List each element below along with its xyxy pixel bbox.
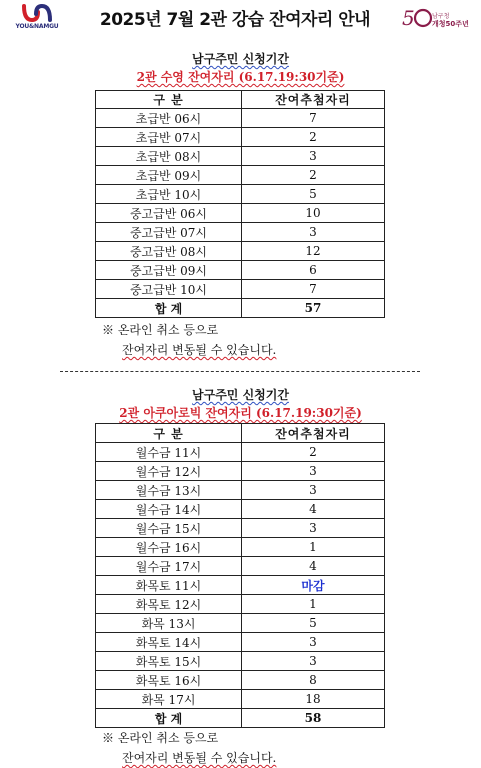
class-time-cell: 화목토 14시 — [96, 633, 242, 652]
table-row — [96, 242, 385, 261]
class-time-cell: 월수금 11시 — [96, 443, 242, 462]
table-row — [96, 671, 385, 690]
table-row — [96, 538, 385, 557]
total-value: 57 — [242, 299, 385, 318]
remaining-count-cell: 2 — [242, 166, 385, 185]
class-time-cell: 화목토 12시 — [96, 595, 242, 614]
table-row — [96, 109, 385, 128]
remaining-count-cell: 마감 — [242, 576, 385, 595]
remaining-count-cell: 3 — [242, 652, 385, 671]
notice-line-1: ※ 온라인 취소 등으로 — [102, 731, 219, 745]
header — [0, 0, 481, 34]
table-row — [96, 204, 385, 223]
class-time-cell: 중고급반 06시 — [96, 204, 242, 223]
class-time-cell: 화목토 16시 — [96, 671, 242, 690]
total-row — [96, 709, 385, 728]
swim-vacancy-table — [95, 90, 385, 318]
table-row — [96, 280, 385, 299]
you-namgu-logo — [8, 4, 66, 32]
remaining-count-cell: 8 — [242, 671, 385, 690]
table-row — [96, 261, 385, 280]
table-row — [96, 595, 385, 614]
remaining-count-cell: 3 — [242, 462, 385, 481]
anniversary-50-mark — [402, 6, 434, 30]
notice — [102, 320, 276, 360]
remaining-count-cell: 2 — [242, 443, 385, 462]
column-header-remaining: 잔여추첨자리 — [242, 424, 385, 443]
section-subtitle: 2관 아쿠아로빅 잔여자리 (6.17.19:30기준) — [119, 406, 362, 420]
class-time-cell: 화목 13시 — [96, 614, 242, 633]
class-time-cell: 중고급반 07시 — [96, 223, 242, 242]
class-time-cell: 월수금 13시 — [96, 481, 242, 500]
page-title: 2025년 7월 2관 강습 잔여자리 안내 — [99, 10, 371, 30]
class-time-cell: 초급반 09시 — [96, 166, 242, 185]
total-row — [96, 299, 385, 318]
section-title: 남구주민 신청기간 — [192, 388, 289, 402]
table-row — [96, 690, 385, 709]
class-time-cell: 중고급반 09시 — [96, 261, 242, 280]
table-row — [96, 633, 385, 652]
remaining-count-cell: 4 — [242, 500, 385, 519]
remaining-count-cell: 3 — [242, 519, 385, 538]
remaining-count-cell: 7 — [242, 280, 385, 299]
table-row — [96, 147, 385, 166]
class-time-cell: 초급반 10시 — [96, 185, 242, 204]
you-namgu-logo-text: YOU&NAMGU — [15, 23, 59, 30]
class-time-cell: 초급반 06시 — [96, 109, 242, 128]
table-row — [96, 223, 385, 242]
table-row — [96, 500, 385, 519]
class-time-cell: 화목토 11시 — [96, 576, 242, 595]
you-namgu-logo-mark — [22, 4, 52, 22]
section-divider — [60, 371, 420, 372]
notice-line-2: 잔여자리 변동될 수 있습니다. — [122, 343, 277, 357]
total-label: 합 계 — [96, 709, 242, 728]
remaining-count-cell: 1 — [242, 595, 385, 614]
remaining-count-cell: 1 — [242, 538, 385, 557]
class-time-cell: 중고급반 10시 — [96, 280, 242, 299]
swim-section — [0, 50, 481, 86]
remaining-count-cell: 4 — [242, 557, 385, 576]
section-title: 남구주민 신청기간 — [192, 52, 289, 66]
remaining-count-cell: 3 — [242, 633, 385, 652]
class-time-cell: 화목 17시 — [96, 690, 242, 709]
remaining-count-cell: 18 — [242, 690, 385, 709]
table-row — [96, 481, 385, 500]
remaining-count-cell: 3 — [242, 147, 385, 166]
namgu-50th-anniversary-logo — [402, 6, 474, 30]
anniversary-line-1: 남구청 — [432, 13, 450, 20]
remaining-count-cell: 10 — [242, 204, 385, 223]
anniversary-line-2: 개청50주년 — [432, 20, 469, 28]
remaining-count-cell: 3 — [242, 481, 385, 500]
table-row — [96, 557, 385, 576]
table-row — [96, 128, 385, 147]
column-header-category: 구 분 — [96, 424, 242, 443]
table-row — [96, 462, 385, 481]
section-subtitle: 2관 수영 잔여자리 (6.17.19:30기준) — [136, 70, 345, 84]
class-time-cell: 월수금 14시 — [96, 500, 242, 519]
table-row — [96, 614, 385, 633]
remaining-count-cell: 7 — [242, 109, 385, 128]
column-header-remaining: 잔여추첨자리 — [242, 91, 385, 109]
remaining-count-cell: 3 — [242, 223, 385, 242]
aquarobics-section — [0, 386, 481, 422]
table-row — [96, 652, 385, 671]
column-header-category: 구 분 — [96, 91, 242, 109]
table-row — [96, 576, 385, 595]
table-row — [96, 443, 385, 462]
total-value: 58 — [242, 709, 385, 728]
class-time-cell: 월수금 12시 — [96, 462, 242, 481]
total-label: 합 계 — [96, 299, 242, 318]
table-row — [96, 185, 385, 204]
remaining-count-cell: 12 — [242, 242, 385, 261]
notice-line-1: ※ 온라인 취소 등으로 — [102, 323, 219, 337]
notice-line-2: 잔여자리 변동될 수 있습니다. — [122, 751, 277, 765]
svg-text:5: 5 — [402, 6, 415, 30]
class-time-cell: 초급반 07시 — [96, 128, 242, 147]
table-header-row — [96, 91, 385, 109]
remaining-count-cell: 2 — [242, 128, 385, 147]
aquarobics-vacancy-table — [95, 423, 385, 728]
class-time-cell: 월수금 17시 — [96, 557, 242, 576]
class-time-cell: 중고급반 08시 — [96, 242, 242, 261]
class-time-cell: 초급반 08시 — [96, 147, 242, 166]
notice — [102, 728, 276, 768]
class-time-cell: 화목토 15시 — [96, 652, 242, 671]
table-row — [96, 519, 385, 538]
remaining-count-cell: 5 — [242, 185, 385, 204]
class-time-cell: 월수금 15시 — [96, 519, 242, 538]
table-row — [96, 166, 385, 185]
table-header-row — [96, 424, 385, 443]
remaining-count-cell: 6 — [242, 261, 385, 280]
class-time-cell: 월수금 16시 — [96, 538, 242, 557]
remaining-count-cell: 5 — [242, 614, 385, 633]
